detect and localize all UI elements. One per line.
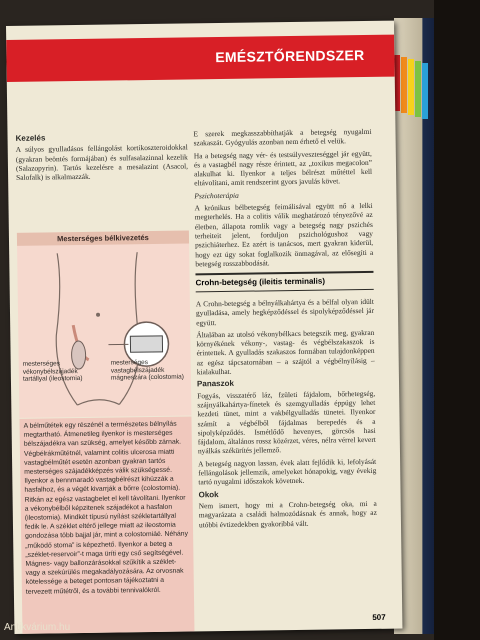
- heading-panaszok: Panaszok: [196, 379, 234, 389]
- chapter-title: EMÉSZTŐRENDSZER: [215, 46, 365, 66]
- label-ileostomia: mesterséges vékonybélszájadék tartállyal (ileostomia): [22, 360, 83, 383]
- tab-yellow: [408, 59, 414, 115]
- paragraph: Ha a betegség nagy vér- és testsúlyveszteséggel jár együtt, és a vastagbél nagy része érintett, az „toxikus megacolon” alakulhat ki. Ilyenkor a teljes bélrészt műtéttel kell eltávolítani, amit rendszerint gyors javulás követ.: [193, 148, 373, 188]
- tab-blue: [422, 63, 428, 119]
- tab-green: [415, 61, 421, 117]
- book-page: [6, 21, 402, 634]
- background: [434, 0, 480, 640]
- paragraph: A betegség nagyon lassan, évek alatt fejlődik ki, lefolyását fellángolások jellemzik, amelyeket hónapokig, vagy évekig tartó nyugalmi időszakok követnek.: [198, 456, 377, 487]
- paragraph: A súlyos gyulladásos fellángolást kortikoszteroidokkal (gyakran beöntés formájában) és sulfasalazinnal kezelik (Salazopyrin). Tartós kezelésre a mesalazint (Asacol, Salofalk) is alkalmazzák.: [15, 142, 189, 183]
- tab-orange: [401, 57, 407, 113]
- info-box-text: A bélműtétek egy részénél a természetes bélnyílás megtartható. Átmenetileg ilyenkor is mesterséges bélszájadékra van szükség, amelyet később zárnak. Végbélrákműtétnél, valamint colitis ulcerosa miatti vastagbélműtét esetén azonban gyakran tartós mesterséges szájadékképzés válik szükségessé. Ilyenkor a bennmaradó vastagbélrészt kihúzzák a hasfalhoz, és a végét kivarrják a bőrre (colostomia). Ritkán az egész vastagbelet el kell távolítani. Ilyenkor a vékonybélből képzitenek szájadékot a hasfalon (ileostomia). Mindkét típusú nyílást székletartállyal fedik le. A széklet eltérő jellege miatt az ileostomia gondozása több bajjal jár, mint a colostomiáé. Néhány „működő stoma” is képezhető. Ilyenkor a beteg a „széklet-reservoir”-t maga üríti egy cső segítségével. Mágnes- vagy ballonzárásokkal szűkítik a széklet- vagy a szekúrülés megakadályozására. Az orvosnak kötelessége a beteget pontosan tájékoztatni a tervezett műtétről, és a további tennivalókról.: [23, 420, 189, 596]
- label-colostomia: mesterséges vastagbélszájadék mágneszára (colostomia): [110, 359, 184, 382]
- info-box: [19, 416, 194, 633]
- heading-kezeles: Kezelés: [15, 133, 46, 143]
- crohn-column: [196, 297, 377, 532]
- page-number: 507: [372, 612, 386, 622]
- paragraph: E szerek megkasszabbíthatják a betegség nyugalmi szakaszát. Gyógyulás azonban nem érhető el velük.: [193, 126, 372, 148]
- left-column: [16, 131, 189, 185]
- crohn-title: Crohn-betegség (ileitis terminalis): [195, 276, 326, 288]
- watermark: Antikvárium.hu: [4, 622, 71, 633]
- crohn-section-header: [195, 271, 373, 292]
- torso-illustration: [17, 243, 191, 415]
- right-column: [193, 127, 373, 272]
- paragraph: Általában az utolsó vékonybélkacs betegszik meg, gyakran környékének vékony-, vastag- és végbélszakaszok is érintettek. A gyulladás szakaszos formában tulajdonképpen az egész tápcsatornában – a szájtól a végbélnyílásig – kialakulhat.: [196, 327, 375, 377]
- subheading-psychotherapy: Pszichoterápia: [194, 190, 239, 201]
- heading-okok: Okok: [198, 489, 219, 499]
- chapter-tabs: [392, 55, 436, 115]
- paragraph: A Crohn-betegség a bélnyálkahártya és a bélfal olyan idült gyulladása, amely hegképződéssel és sipolyképződéssel jár együtt.: [195, 296, 375, 327]
- figure-bowel-stoma: [17, 230, 192, 417]
- figure-title: Mesterséges bélkivezetés: [17, 230, 189, 245]
- paragraph: Nem ismert, hogy mi a Crohn-betegség oka, mi a magyarázata a családi halmozódásnak és annak, hogy az utóbbi évtizedekben gyakoribbá vált.: [198, 498, 377, 529]
- paragraph: Fogyás, visszatérő láz, fzületi fájdalom, bőrhetegség, szájnyálkahártya-fínetek és szemgyulladás éppúgy lehet kezdeti tünet, mint a vakbélgyulladás tünetei. Ilyenkor számít a végbélből fájdalmas berepedés és a sipolyképződés. Ismétlődő hevenyes, görcsös hasi fájdalom, általános rossz közérzet, véres, nélra vérrel kevert nyálkás székürítés jellemző.: [197, 388, 376, 456]
- paragraph: A krónikus bélbetegség feimálisával együtt nő a lelki megterhelés. Ha a colitis válik meghatározó tényezővé az életben, állapota romlik vagy a betegség nagy pszichés terheiteit jelent, forduljon pszichológushoz vagy pszichiáterhez. Ez azért is tanácsos, mert gyakran kiderül, hogy ezt úgy sokat foglalkozik önmagával, az elősegíti a betegség rosszabbodását.: [194, 200, 374, 269]
